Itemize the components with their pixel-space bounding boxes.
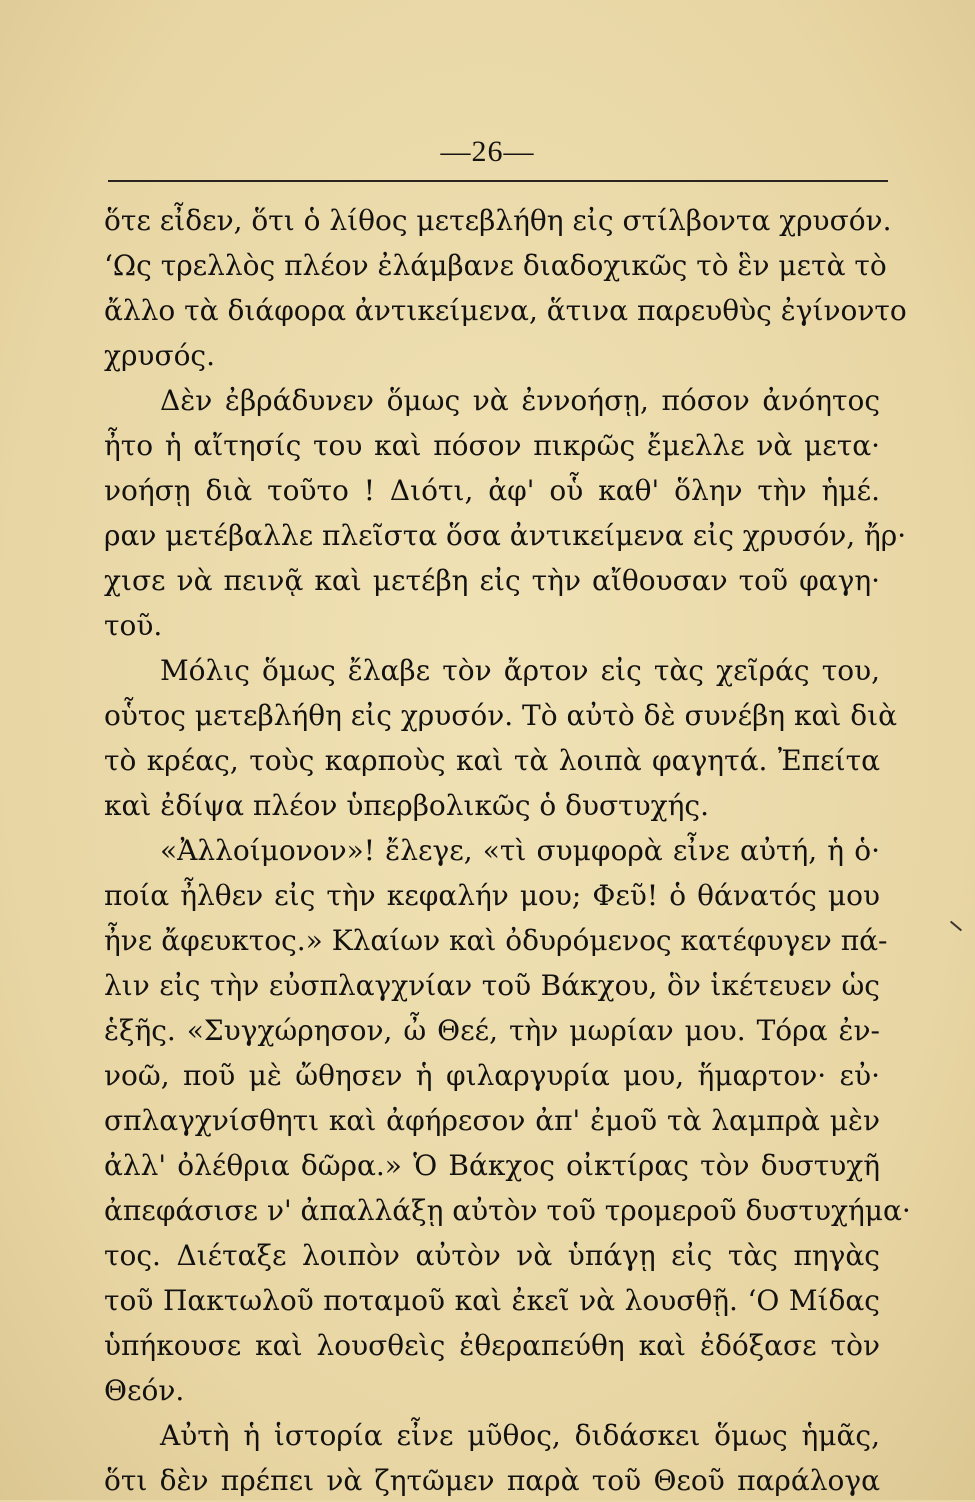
paragraph-start: Δὲν ἐβράδυνεν ὅμως νὰ ἐννοήσῃ, πόσον ἀνόητος [160,384,880,417]
page-edge-mark [950,921,962,932]
text-line: τοῦ Πακτωλοῦ ποταμοῦ καὶ ἐκεῖ νὰ λουσθῇ. ‘Ο Μίδας [104,1284,880,1317]
text-line: χισε νὰ πεινᾷ καὶ μετέβη εἰς τὴν αἴθουσαν τοῦ φαγη· [104,564,880,597]
text-line: καὶ ἐδίψα πλέον ὑπερβολικῶς ὁ δυστυχής. [104,789,710,822]
text-line: τὸ κρέας, τοὺς καρποὺς καὶ τὰ λοιπὰ φαγητά. Ἐπείτα [104,744,880,777]
text-line: ὅτε εἶδεν, ὅτι ὁ λίθος μετεβλήθη εἰς στίλβοντα χρυσόν. [104,204,892,237]
paragraph-start: Μόλις ὅμως ἔλαβε τὸν ἄρτον εἰς τὰς χεῖράς του, [160,654,880,687]
text-line: ἀλλ' ὀλέθρια δῶρα.» Ὁ Βάκχος οἰκτίρας τὸν δυστυχῆ [104,1149,880,1182]
header-rule [108,180,888,182]
text-line: ὅτι δὲν πρέπει νὰ ζητῶμεν παρὰ τοῦ Θεοῦ παράλογα [104,1464,880,1497]
text-line: Θεόν. [104,1374,185,1407]
paragraph-start: «Ἀλλοίμονον»! ἔλεγε, «τὶ συμφορὰ εἶνε αὐτή, ἡ ὁ· [160,834,880,867]
text-line: τος. Διέταξε λοιπὸν αὐτὸν νὰ ὑπάγῃ εἰς τὰς πηγὰς [104,1239,880,1272]
text-line: ὑπήκουσε καὶ λουσθεὶς ἐθεραπεύθη καὶ ἐδόξασε τὸν [104,1329,880,1362]
text-line: λιν εἰς τὴν εὐσπλαγχνίαν τοῦ Βάκχου, ὃν ἱκέτευεν ὡς [104,969,880,1002]
page-number: —26— [440,135,535,168]
text-line: ἄλλο τὰ διάφορα ἀντικείμενα, ἅτινα παρευθὺς ἐγίνοντο [104,294,907,327]
text-line: σπλαγχνίσθητι καὶ ἀφήρεσον ἀπ' ἐμοῦ τὰ λαμπρὰ μὲν [104,1104,880,1137]
text-line: ἀπεφάσισε ν' ἀπαλλάξῃ αὐτὸν τοῦ τρομεροῦ δυστυχήμα· [104,1194,911,1227]
text-line: τοῦ. [104,609,163,642]
text-line: ραν μετέβαλλε πλεῖστα ὅσα ἀντικείμενα εἰς χρυσόν, ἤρ· [104,519,907,552]
text-line: οὗτος μετεβλήθη εἰς χρυσόν. Τὸ αὐτὸ δὲ συνέβη καὶ διὰ [104,699,898,732]
text-line: ἑξῆς. «Συγχώρησον, ὦ Θεέ, τὴν μωρίαν μου. Τόρα ἐν- [104,1014,880,1047]
text-line: χρυσός. [104,339,216,372]
text-line: ποία ἦλθεν εἰς τὴν κεφαλήν μου; Φεῦ! ὁ θάνατός μου [104,879,880,912]
text-line: νοῶ, ποῦ μὲ ὤθησεν ἡ φιλαργυρία μου, ἥμαρτον· εὐ· [104,1059,880,1092]
paragraph-start: Αὐτὴ ἡ ἱστορία εἶνε μῦθος, διδάσκει ὅμως ἡμᾶς, [160,1419,880,1452]
text-line: ‘Ως τρελλὸς πλέον ἐλάμβανε διαδοχικῶς τὸ ἓν μετὰ τὸ [104,249,887,282]
text-line: ἦνε ἄφευκτος.» Κλαίων καὶ ὀδυρόμενος κατέφυγεν πά- [104,924,888,957]
text-line: ἦτο ἡ αἴτησίς του καὶ πόσον πικρῶς ἔμελλε νὰ μετα· [104,429,880,462]
text-line: νοήσῃ διὰ τοῦτο ! Διότι, ἀφ' οὗ καθ' ὅλην τὴν ἡμέ. [104,474,880,507]
